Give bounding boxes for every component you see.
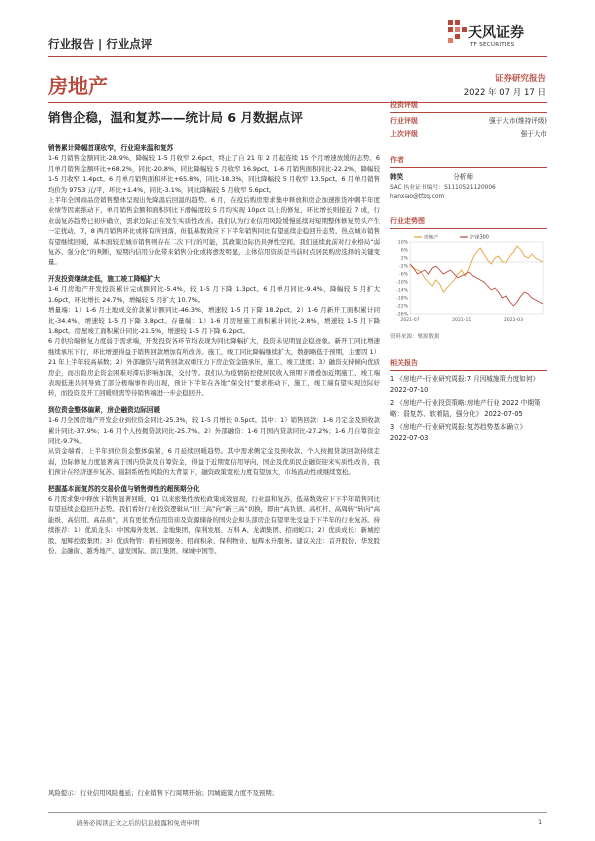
y-tick-label: -22% [396,304,408,310]
x-tick-label: 2021-11 [452,318,472,323]
series-line-1 [410,264,543,306]
brand-name-en: TF SECURITIES [470,42,515,48]
report-date: 2022 年 07 月 17 日 [463,88,546,98]
y-tick-label: -26% [396,312,408,318]
report-kind: 证券研究报告 [494,74,546,84]
section-title: 销售累计降幅首现收窄，行业迎来温和复苏 [48,144,174,152]
chart-source: 资料来源：聚源数据 [390,334,440,340]
chart-heading: 行业走势图 [390,217,425,225]
paragraph: 6 月需求集中释放下销售显著回暖，Q1 以来密集性放松政策成效显现，行业温和复苏，低基数效应下下半年销售同比有望延续企稳回升态势。我们看好行业投资逻辑从“旧三高”向“新三高”切换，即由“高负债、高杠杆、高周转”转向“高能级、高信用、高品质”，具有更优秀信用资质及资源储备的国央企和头部房企有望率先受益于下半年的行业复苏。持续推荐：1）优质龙头：中国海外发展、金地集团、保利发展、万科 A、龙湖集团、招商蛇口；2）优质成长：新城控股、旭辉控股集团；3）优质物管：碧桂园服务、招商积余、保利物业、旭辉永升服务。建议关注：首开股份、华发股份、金融街、越秀地产、建发国际、滨江集团、绿城中国等。 [48,495,380,556]
section-title: 开发投资继续走低，施工竣工降幅扩大 [48,274,161,283]
rating-row [390,115,547,128]
author-heading: 作者 [390,156,404,164]
footer-rule [48,812,547,813]
related-report-link[interactable]: 1 《房地产-行业研究周报:7 月因城施策力度如何》 2022-07-10 [390,375,540,394]
author-email[interactable]: hanxiao@tfzq.com [390,194,445,200]
author-role: 分析师 [453,173,473,181]
legend-label: 沪深300 [470,235,489,241]
x-tick-label: 2021-07 [400,318,420,323]
rating-label: 上次评级 [390,130,418,138]
related-report-link[interactable]: 2 《房地产-行业投资策略:房地产行业 2022 中期策略：弱复苏、软着陆，强分化》 2022-07-05 [390,399,541,418]
paragraph: 6 月供给端修复力度弱于需求端，开发投资各环节均表现为同比降幅扩大，投资未见明显企稳迹象。新开工同比增速继续承压下行，环比增速得益于销售回款增加有所改善。施工、竣工同比降幅继续扩大，数据略低于预期，主要因 1）21 年上半年较高基数；2）外部融资与销售回款双重压力下房企资金链承压，施工、竣工进度；3）融资支持倾向优质房企，而出险房企资金困难对滞后影响加深，交付等。我们认为疫情防控使居民收入预期下滑叠加近期施工、竣工端表现低迷共同导致了部分极端事件的出现，预计下半年在各地“保交付”要求推动下，施工、竣工端有望实现边际好转，而投资及开工回暖则需等待销售端进一步企稳回升。 [48,337,381,398]
brand-name: 天风证券 [468,25,524,41]
rating-row [390,128,547,141]
y-tick-label: -14% [396,288,408,294]
paragraph: 1-6 月全国房地产开发企业到位资金同比-25.3%，较 1-5 月增长 0.5pct。其中：1）销售回款：1-6 月定金及预收款累计同比-37.9%；1-6 月个人按揭贷款同比-25.7%。2）外部融资：1-6 月国内贷款同比-27.2%；1-6 月自筹资金同比-9.7%。 [48,416,380,445]
risk-warning: 风险提示：行业信用风险蔓延；行业销售下行周期开始；因城施策力度不及预期； [48,789,279,797]
y-tick-label: -18% [396,296,408,302]
section-title: 到位资金整体偏紧，房企融资边际回暖 [48,405,161,414]
sector-title: 房地产 [48,74,108,98]
paragraph: 1-6 月房地产开发投资累计完成额同比-5.4%，较 1-5 月下降 1.3pct。6 月单月同比-9.4%，降幅较 5 月扩大 1.6pct，环比增长 24.7%，增幅较 5 月扩大 10.7%。 [48,285,380,304]
rating-label: 行业评级 [390,117,418,125]
header-rule [48,56,547,57]
x-tick-label: 2022-03 [503,318,524,323]
rating-value: 强于大市(维持评级) [489,117,547,125]
author-row [390,171,547,184]
rating-heading: 投资评级 [390,101,418,109]
legend-label: 房地产 [424,235,439,241]
y-tick-label: -10% [396,280,408,286]
y-tick-label: -6% [399,272,408,278]
industry-trend-chart [390,232,547,324]
divider [390,228,547,229]
body-column [48,143,380,556]
y-tick-label: 6% [400,248,408,254]
y-tick-label: -2% [399,264,408,270]
series-line-0 [410,246,543,292]
rating-value: 强于大市 [520,130,547,138]
related-report-link[interactable]: 3 《房地产-行业研究周报:复苏趋势基本确立》 2022-07-03 [390,423,527,442]
tf-logo-icon [446,18,468,46]
author-name: 韩笑 [390,173,404,181]
sidebar [390,100,547,446]
section-title: 把握基本面复苏的交易价值与销售弹性的超预期分化 [48,484,200,493]
report-title: 销售企稳，温和复苏——统计局 6 月数据点评 [48,110,303,125]
y-tick-label: 2% [400,256,408,262]
paragraph: 上半年全国商品房销售整体呈现出先降温后回温的趋势。6 月，在疫后购房需求集中释放和房企加速推货冲刺半年度业绩等因素推动下，单月销售金额和面积同比下滑幅度较 5 月均实现 10pct 以上的修复，环比增长则接近 7 成，行业弱复苏趋势已初步确立，需求边际正在发生实质性改善。我们认为行业信用风险缓慢延续对短期整体修复势头产生一定扰动，7、8 两月销售环比或将有所回落，但低基数效应下下半年销售同比有望延续企稳回升态势，热点城市销售有望继续回暖，基本面较差城市销售则存在二次下行的可能，其政策边际仍具弹性空间。我们延续此前对行业格局“弱复苏、强分化”的判断，短期内信用分化带来销售分化或将愈发明显，主体信用资质是当前时点居民购房选择的关键变量。 [48,196,380,267]
author-cert: SAC 执业证书编号：S1110521120006 [390,185,496,191]
divider [390,112,547,113]
y-tick-label: 10% [397,240,408,246]
paragraph: 增量端：1）1-6 月土地成交价款累计额同比-46.3%，增速较 1-5 月下降 18.2pct。2）1-6 月新开工面积累计同比-34.4%，增速较 1-5 月下降 3.8pct。存量端：1）1-6 月房屋施工面积累计同比-2.8%，增速较 1-5 月下降 1.8pct。房屋竣工面积累计同比-21.5%，增速较 1-5 月下降 6.2pct。 [48,306,380,335]
paragraph: 从资金端看，上半年到位资金整体偏紧，6 月延续回暖趋势。其中需求侧定金及预收款、个人按揭贷款回款持续走弱，边际修复力度显著高于国内贷款及自筹资金，得益于近期宽信用导向，国企及优质民企融资迎来实质性改善，我们预计在经济逐步复苏、遏制系统性风险的大背景下，融资政策宽松力度有望加大，市场流动性或继续宽松。 [48,447,380,477]
related-heading: 相关报告 [390,359,418,367]
page-number: 1 [538,818,543,826]
divider [390,370,547,371]
paragraph: 1-6 月销售金额同比-28.9%，降幅较 1-5 月收窄 2.6pct，终止了自 21 年 2 月起连续 15 个月增速放缓的态势。6 月单月销售金额环比+68.2%，同比-20.8%，同比降幅较 5 月收窄 16.9pct。1-6 月销售面积同比-22.2%，降幅较 1-5 月收窄 1.4pct。6 月单月销售面积环比+65.8%，同比-18.3%，同比降幅较 5 月收窄 13.5pct。6 月单月销售均价为 9753 元/平，环比+1.4%，同比-3.1%，同比降幅较 5 月收窄 5.6pct。 [48,154,380,194]
divider [390,167,547,168]
report-category: 行业报告 | 行业点评 [48,37,153,51]
disclaimer-note: 请务必阅读正文之后的信息披露和免责申明 [76,819,200,827]
